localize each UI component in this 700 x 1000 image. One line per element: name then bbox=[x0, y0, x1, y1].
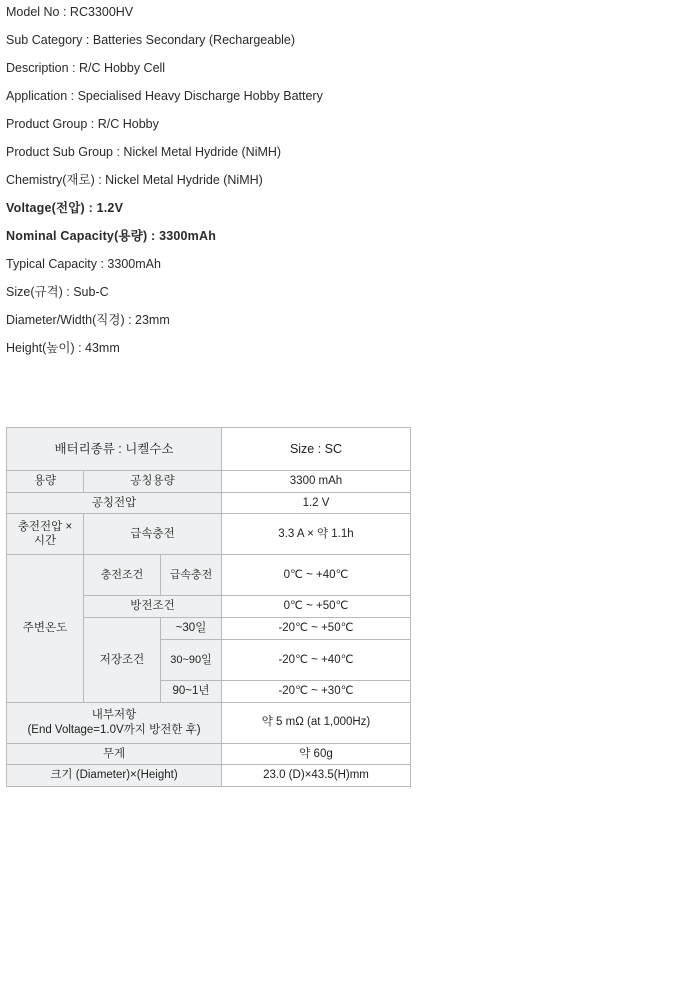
spec-list bbox=[0, 0, 700, 370]
cell-storage-condition-label: 저장조건 bbox=[84, 618, 161, 702]
spec-line-typical-capacity: Typical Capacity : 3300mAh bbox=[6, 257, 161, 271]
spec-line-product-group: Product Group : R/C Hobby bbox=[6, 117, 159, 131]
cell-dimensions-label: 크기 (Diameter)×(Height) bbox=[7, 765, 222, 787]
table-row bbox=[7, 702, 411, 743]
cell-storage-3090d-value: -20℃ ~ +40℃ bbox=[222, 639, 411, 680]
table-row bbox=[7, 743, 411, 765]
cell-voltage-label: 공칭전압 bbox=[7, 492, 222, 514]
cell-charge-value: 3.3 A × 약 1.1h bbox=[222, 514, 411, 555]
cell-storage-3090d-label: 30~90일 bbox=[161, 639, 222, 680]
table-row bbox=[7, 555, 411, 596]
spec-line-model: Model No : RC3300HV bbox=[6, 5, 134, 19]
cell-capacity-value: 3300 mAh bbox=[222, 471, 411, 493]
spec-line-description: Description : R/C Hobby Cell bbox=[6, 61, 166, 75]
internal-resistance-line2: (End Voltage=1.0V까지 방전한 후) bbox=[27, 723, 201, 736]
spec-line-size: Size(규격) : Sub-C bbox=[6, 285, 109, 299]
cell-storage-90d1y-label: 90~1년 bbox=[161, 680, 222, 702]
cell-weight-value: 약 60g bbox=[222, 743, 411, 765]
cell-internal-resistance-value: 약 5 mΩ (at 1,000Hz) bbox=[222, 702, 411, 743]
cell-dimensions-value: 23.0 (D)×43.5(H)mm bbox=[222, 765, 411, 787]
spec-line-voltage: Voltage(전압) : 1.2V bbox=[6, 201, 124, 215]
cell-battery-type: 배터리종류 : 니켈수소 bbox=[7, 428, 222, 471]
cell-internal-resistance-label bbox=[7, 702, 222, 743]
table-row bbox=[7, 428, 411, 471]
cell-capacity-sub: 공칭용량 bbox=[84, 471, 222, 493]
cell-size-header: Size : SC bbox=[222, 428, 411, 471]
cell-storage-30d-label: ~30일 bbox=[161, 618, 222, 640]
internal-resistance-line1: 내부저항 bbox=[91, 708, 137, 721]
cell-storage-30d-value: -20℃ ~ +50℃ bbox=[222, 618, 411, 640]
cell-charge-label: 충전전압 × 시간 bbox=[7, 514, 84, 555]
cell-charge-condition-sub: 급속충전 bbox=[161, 555, 222, 596]
cell-discharge-condition-value: 0℃ ~ +50℃ bbox=[222, 596, 411, 618]
cell-ambient-temp-label: 주변온도 bbox=[7, 555, 84, 702]
table-row bbox=[7, 471, 411, 493]
spec-line-chemistry: Chemistry(재로) : Nickel Metal Hydride (NiMH) bbox=[6, 173, 263, 187]
cell-charge-condition-value: 0℃ ~ +40℃ bbox=[222, 555, 411, 596]
table-row bbox=[7, 492, 411, 514]
spec-line-application: Application : Specialised Heavy Discharge Hobby Battery bbox=[6, 89, 323, 103]
spec-line-product-sub-group: Product Sub Group : Nickel Metal Hydride (NiMH) bbox=[6, 145, 282, 159]
spec-line-height: Height(높이) : 43mm bbox=[6, 341, 120, 355]
cell-charge-condition-label: 충전조건 bbox=[84, 555, 161, 596]
battery-spec-table bbox=[6, 427, 411, 787]
cell-capacity-label: 용량 bbox=[7, 471, 84, 493]
table-row bbox=[7, 514, 411, 555]
cell-voltage-value: 1.2 V bbox=[222, 492, 411, 514]
cell-weight-label: 무게 bbox=[7, 743, 222, 765]
cell-storage-90d1y-value: -20℃ ~ +30℃ bbox=[222, 680, 411, 702]
spec-line-sub-category: Sub Category : Batteries Secondary (Rechargeable) bbox=[6, 33, 296, 47]
spec-line-nominal-capacity: Nominal Capacity(용량) : 3300mAh bbox=[6, 229, 217, 243]
cell-charge-sub: 급속충전 bbox=[84, 514, 222, 555]
cell-discharge-condition-label: 방전조건 bbox=[84, 596, 222, 618]
table-row bbox=[7, 765, 411, 787]
spec-line-diameter: Diameter/Width(직경) : 23mm bbox=[6, 313, 170, 327]
battery-spec-table-wrap bbox=[6, 427, 411, 787]
